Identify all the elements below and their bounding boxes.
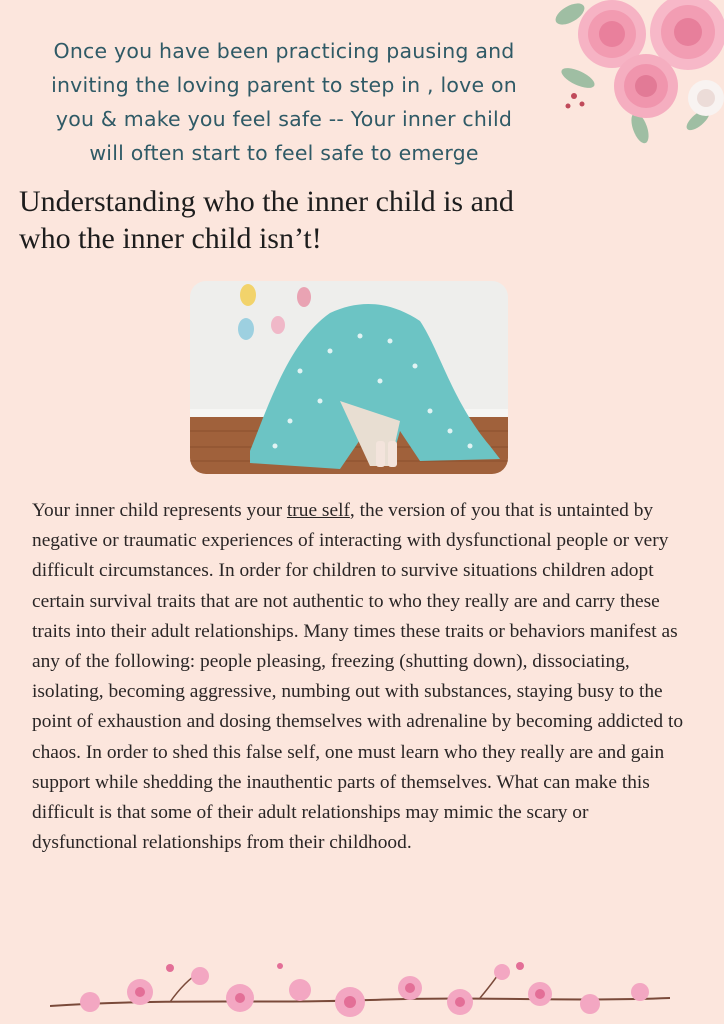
intro-line: will often start to feel safe to emerge bbox=[89, 141, 479, 165]
body-text-rest: , the version of you that is untainted by negative or traumatic experiences of interacting with dysfunctional people or very difficult circumstances. In order for children to survive situations children adopt certain survival traits that are not authentic to who they really are and carry these traits into their adult relationships. Many times these traits or behaviors manifest as any of the following: people pleasing, freezing (shutting down), dissociating, isolating, becoming aggressive, numbing out with substances, staying busy to the point of exhaustion and dosing themselves with adrenaline by becoming addicted to chaos. In order to shed this false self, one must learn who they really are and gain support while shedding the inauthentic parts of themselves. What can make this difficult is that some of their adult relationships may mimic the scary or dysfunctional relationships from their childhood. bbox=[32, 500, 684, 854]
intro-callout bbox=[20, 34, 548, 170]
intro-line: Once you have been practicing pausing and bbox=[53, 39, 515, 63]
intro-line: you & make you feel safe -- Your inner child bbox=[55, 107, 513, 131]
roses-decoration-icon bbox=[548, 0, 724, 150]
section-heading bbox=[19, 183, 659, 257]
body-paragraph bbox=[32, 496, 696, 858]
heading-line: who the inner child isn’t! bbox=[19, 222, 322, 255]
cherry-blossom-icon bbox=[50, 958, 670, 1024]
heading-line: Understanding who the inner child is and bbox=[19, 185, 514, 218]
photo-illustration-icon bbox=[190, 281, 508, 474]
body-text-start: Your inner child represents your bbox=[32, 500, 287, 521]
intro-line: inviting the loving parent to step in , love on bbox=[51, 73, 517, 97]
child-under-blanket-photo bbox=[190, 281, 508, 474]
true-self-underline: true self bbox=[286, 500, 350, 521]
